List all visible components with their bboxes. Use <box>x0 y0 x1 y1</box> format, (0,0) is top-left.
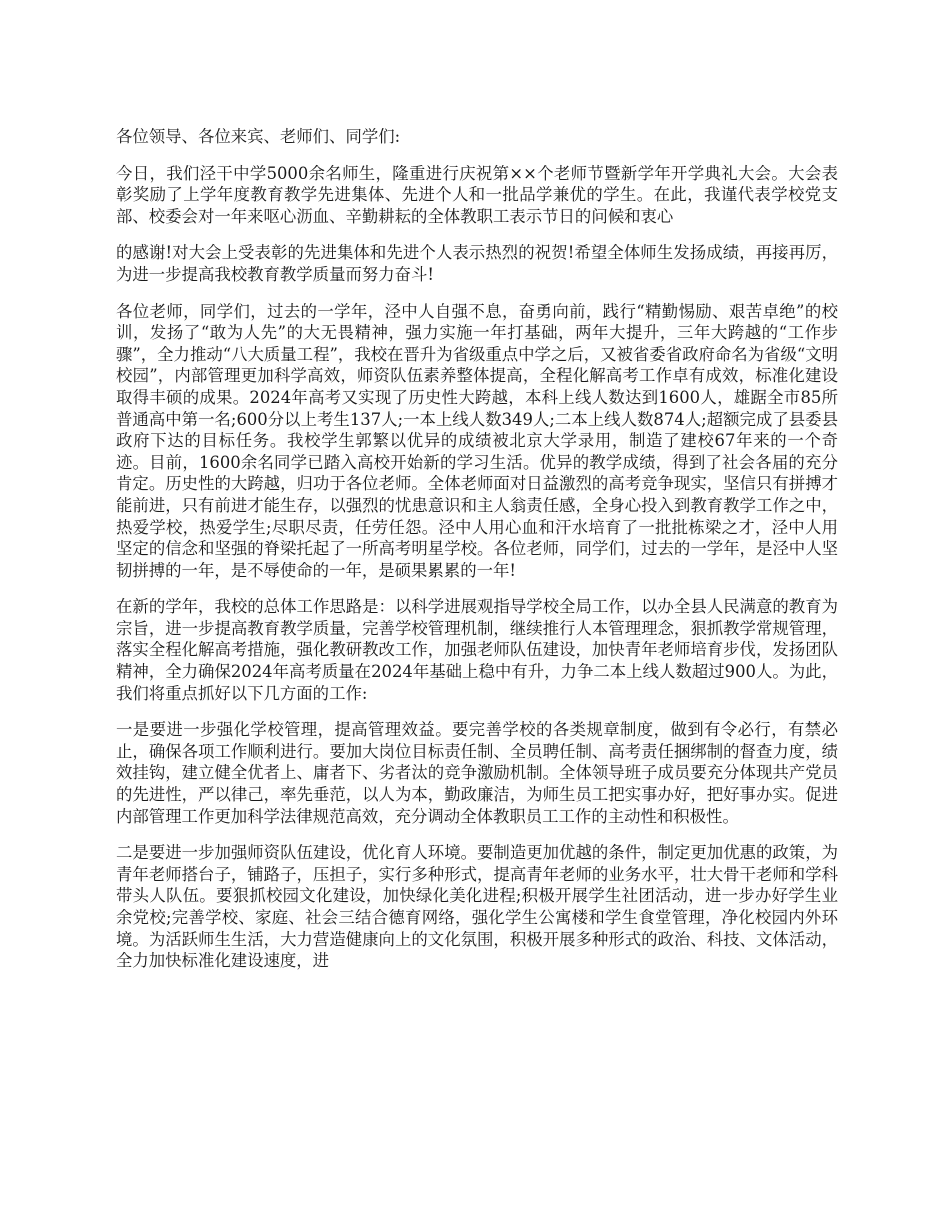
paragraph-review: 各位老师，同学们，过去的一学年，泾中人自强不息，奋勇向前，践行“精勤惕励、艰苦卓绝”的校训，发扬了“敢为人先”的大无畏精神，强力实施一年打基础，两年大提升，三年大跨越的“工作步骤”，全力推动“八大质量工程”，我校在晋升为省级重点中学之后，又被省委省政府命名为省级“文明校园”，内部管理更加科学高效，师资队伍素养整体提高，全程化解高考工作卓有成效，标准化建设取得丰硕的成果。2024年高考又实现了历史性大跨越，本科上线人数达到1600人，雄踞全市85所普通高中第一名;600分以上考生137人;一本上线人数349人;二本上线人数874人;超额完成了县委县政府下达的目标任务。我校学生郭繁以优异的成绩被北京大学录用，制造了建校67年来的一个奇迹。目前，1600余名同学已踏入高校开始新的学习生活。优异的教学成绩，得到了社会各届的充分肯定。历史性的大跨越，归功于各位老师。全体老师面对日益激烈的高考竞争现实，坚信只有拼搏才能前进，只有前进才能生存，以强烈的忧患意识和主人翁责任感，全身心投入到教育教学工作之中，热爱学校，热爱学生;尽职尽责，任劳任怨。泾中人用心血和汗水培育了一批批栋梁之才，泾中人用坚定的信念和坚强的脊梁托起了一所高考明星学校。各位老师，同学们，过去的一学年，是泾中人坚韧拼搏的一年，是不辱使命的一年，是硕果累累的一年! <box>116 301 838 580</box>
salutation: 各位领导、各位来宾、老师们、同学们: <box>116 127 401 146</box>
paragraph-plan: 在新的学年，我校的总体工作思路是：以科学进展观指导学校全局工作，以办全县人民满意的教育为宗旨，进一步提高教育教学质量，完善学校管理机制，继续推行人本管理理念，狠抓教学常规管理，落实全程化解高考措施，强化教研教改工作，加强老师队伍建设，加快青年老师培育步伐，发扬团队精神，全力确保2024年高考质量在2024年基础上稳中有升，力争二本上线人数超过900人。为此，我们将重点抓好以下几方面的工作: <box>116 597 838 703</box>
document-body <box>116 126 838 987</box>
paragraph-opening: 今日，我们泾干中学5000余名师生，隆重进行庆祝第××个老师节暨新学年开学典礼大会。大会表彰奖励了上学年度教育教学先进集体、先进个人和一批品学兼优的学生。在此，我谨代表学校党支部、校委会对一年来呕心沥血、辛勤耕耘的全体教职工表示节日的问候和衷心 <box>116 163 838 226</box>
paragraph-thanks: 的感谢!对大会上受表彰的先进集体和先进个人表示热烈的祝贺!希望全体师生发扬成绩，再接再厉，为进一步提高我校教育教学质量而努力奋斗! <box>116 243 838 284</box>
paragraph-point-two: 二是要进一步加强师资队伍建设，优化育人环境。要制造更加优越的条件，制定更加优惠的政策，为青年老师搭台子，铺路子，压担子，实行多种形式，提高青年老师的业务水平，壮大骨干老师和学科带头人队伍。要狠抓校园文化建设，加快绿化美化进程;积极开展学生社团活动，进一步办好学生业余党校;完善学校、家庭、社会三结合德育网络，强化学生公寓楼和学生食堂管理，净化校园内外环境。为活跃师生生活，大力营造健康向上的文化氛围，积极开展多种形式的政治、科技、文体活动，全力加快标准化建设速度，进 <box>116 843 838 971</box>
paragraph-point-one: 一是要进一步强化学校管理，提高管理效益。要完善学校的各类规章制度，做到有令必行，有禁必止，确保各项工作顺利进行。要加大岗位目标责任制、全员聘任制、高考责任捆绑制的督查力度，绩效挂钩，建立健全优者上、庸者下、劣者汰的竞争激励机制。全体领导班子成员要充分体现共产党员的先进性，严以律己，率先垂范，以人为本，勤政廉洁，为师生员工把实事办好，把好事办实。促进内部管理工作更加科学法律规范高效，充分调动全体教职员工工作的主动性和积极性。 <box>116 720 838 826</box>
